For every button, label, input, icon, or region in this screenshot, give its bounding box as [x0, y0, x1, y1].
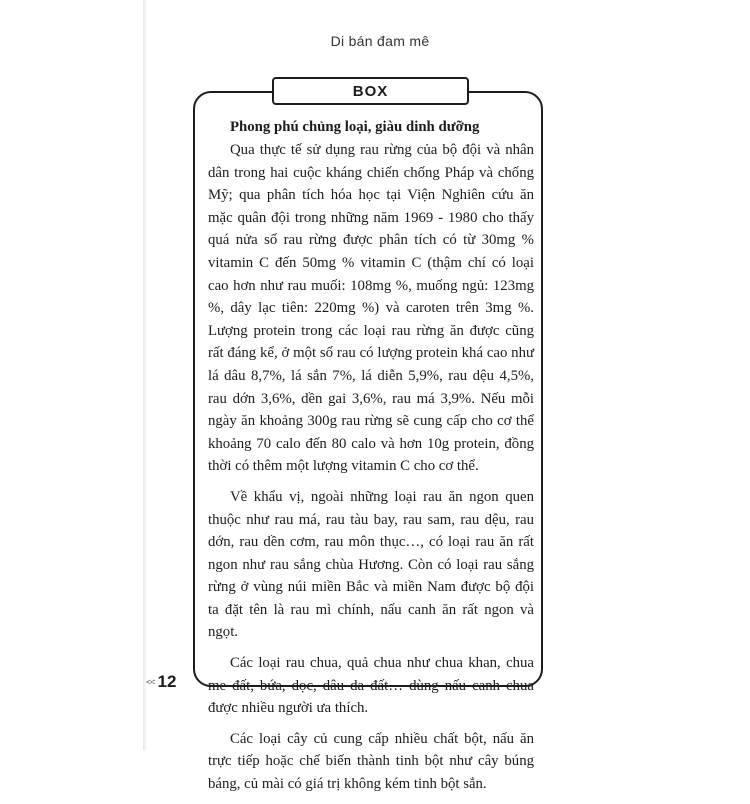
box-paragraph-3: Các loại rau chua, quả chua như chua khan, chua me đất, bứa, dọc, dâu da đất… dùng nấu canh chua được nhiều người ưa thích.	[208, 655, 534, 717]
box-title: Phong phú chủng loại, giàu dinh dưỡng	[230, 119, 480, 135]
box-paragraph-2: Về khẩu vị, ngoài những loại rau ăn ngon quen thuộc như rau má, rau tàu bay, rau sam, rau dệu, rau dớn, rau dền cơm, rau môn thục…, có loại rau ăn rất ngon như rau sắng chùa Hương. Còn có loại rau sắng rừng ở vùng núi miền Bắc và miền Nam được bộ đội ta đặt tên là rau mì chính, nấu canh ăn rất ngon và ngọt.	[208, 488, 534, 641]
box-paragraph-4: Các loại cây củ cung cấp nhiều chất bột, nấu ăn trực tiếp hoặc chế biến thành tinh bột như cây búng báng, củ mài có giá trị không kém tinh bột sắn.	[208, 730, 534, 793]
box-paragraph-1: Qua thực tế sử dụng rau rừng của bộ đội và nhân dân trong hai cuộc kháng chiến chống Pháp và chống Mỹ; qua phân tích hóa học tại Viện Nghiên cứu ăn mặc quân đội trong những năm 1969 - 1980 cho thấy quá nửa số rau rừng được phân tích có từ 30mg % vitamin C đến 50mg % vitamin C (thậm chí có loại cao hơn như rau muối: 108mg %, muống ngủ: 123mg %, dây lạc tiên: 220mg %) và caroten trên 3mg %. Lượng protein trong các loại rau rừng ăn được cũng rất đáng kể, ở một số rau có lượng protein khá cao như lá dâu 8,7%, lá sắn 7%, lá diễn 5,9%, rau dệu 4,5%, rau dớn 3,6%, dền gai 3,6%, rau má 3,9%. Nếu mỗi ngày ăn khoảng 300g rau rừng sẽ cung cấp cho cơ thể khoảng 70 calo đến 80 calo và hơn 10g protein, đồng thời có thêm một lượng vitamin C cho cơ thể.	[208, 142, 534, 475]
page-footer	[146, 670, 176, 694]
running-header: Di bán đam mê	[330, 33, 430, 49]
box-label: BOX	[272, 77, 469, 105]
footer-ornament-icon: <<	[146, 677, 155, 687]
page-number: 12	[157, 672, 177, 691]
box-content	[208, 115, 534, 804]
page-gutter-shadow	[143, 0, 147, 750]
